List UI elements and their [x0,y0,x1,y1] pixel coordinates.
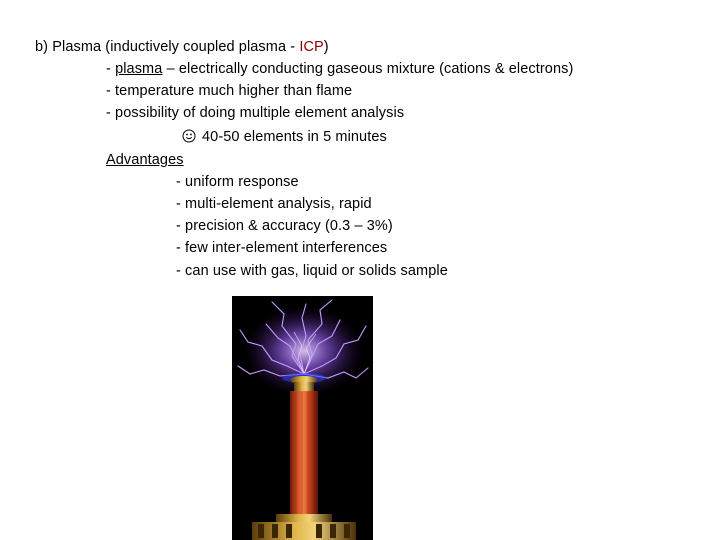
smiley-icon [182,129,196,143]
plasma-definition [106,60,573,78]
tesla-coil-photo [232,296,373,540]
plasma-term: plasma [115,61,163,77]
heading-prefix: b) Plasma (inductively coupled plasma - [35,39,300,55]
advantage-item: - precision & accuracy (0.3 – 3%) [176,218,393,234]
advantage-item: - can use with gas, liquid or solids sample [176,263,448,279]
tesla-coil-illustration [232,296,373,540]
plasma-definition-text: – electrically conducting gaseous mixture (cations & electrons) [162,61,574,77]
advantage-item: - uniform response [176,174,299,190]
note-text: 40-50 elements in 5 minutes [202,129,387,145]
plasma-dash: - [106,61,116,77]
note-line [182,128,387,146]
bullet-multiple-element: - possibility of doing multiple element analysis [106,105,405,121]
advantage-item: - multi-element analysis, rapid [176,196,372,212]
section-heading [35,38,329,56]
bullet-temperature: - temperature much higher than flame [106,83,353,99]
advantage-item: - few inter-element interferences [176,240,388,256]
heading-icp: ICP [299,39,324,55]
heading-suffix: ) [323,39,329,55]
advantages-heading: Advantages [106,152,184,168]
